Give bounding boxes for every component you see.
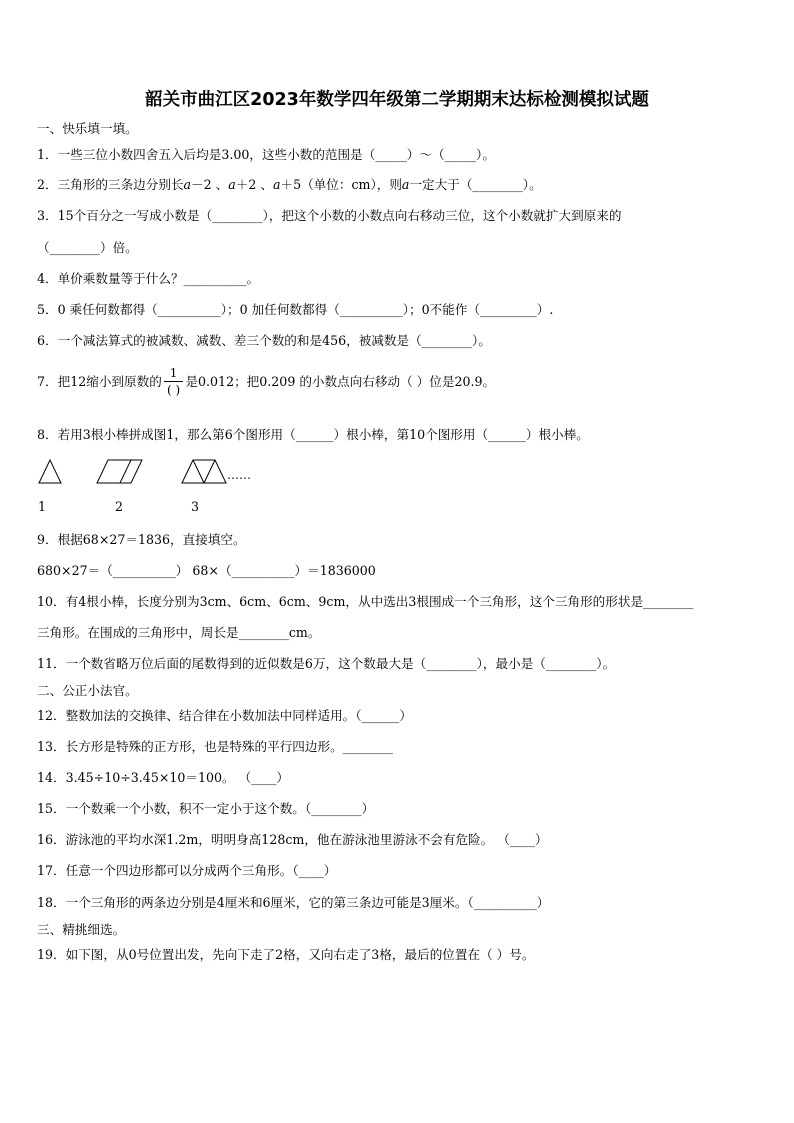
figure-3-trapezoid — [182, 460, 226, 483]
question-6: 6．一个减法算式的被减数、减数、差三个数的和是456，被减数是（________）。 — [37, 333, 491, 348]
question-15: 15．一个数乘一个小数，积不一定小于这个数。（________） — [37, 801, 375, 816]
question-9: 9．根据68×27＝1836，直接填空。 — [37, 532, 246, 547]
question-16: 16．游泳池的平均水深1.2m，明明身高128cm，他在游泳池里游泳不会有危险。 （____） — [37, 832, 548, 847]
question-14: 14．3.45÷10÷3.45×10＝100。 （____） — [37, 770, 290, 785]
question-17: 17．任意一个四边形都可以分成两个三角形。（____） — [37, 863, 337, 878]
figure-3-divider-2 — [204, 460, 215, 483]
question-1: 1．一些三位小数四舍五入后均是3.00，这些小数的范围是（_____）～（_____）。 — [37, 147, 495, 162]
question-10-line-2: 三角形。在围成的三角形中，周长是________cm。 — [37, 625, 321, 640]
question-12: 12．整数加法的交换律、结合律在小数加法中同样适用。（______） — [37, 708, 412, 723]
figure-3-divider-1 — [193, 460, 204, 483]
question-10-line-1: 10．有4根小棒，长度分别为3cm、6cm、6cm、9cm，从中选出3根围成一个三角形，这个三角形的形状是________ — [37, 594, 694, 609]
question-13: 13．长方形是特殊的正方形，也是特殊的平行四边形。________ — [37, 739, 394, 754]
triangle-stick-figures — [37, 457, 277, 485]
question-7-text-after: 是0.012；把0.209 的小数点向右移动（ ）位是20.9。 — [185, 374, 496, 389]
question-3-line-1: 3．15个百分之一写成小数是（________），把这个小数的小数点向右移动三位，这个小数就扩大到原来的 — [37, 208, 622, 223]
question-7-text-before: 7．把12缩小到原数的 — [37, 374, 162, 389]
section-heading-2: 二、公正小法官。 — [37, 683, 138, 698]
question-5: 5．0 乘任何数都得（__________）；0 加任何数都得（__________）；0不能作（_________）. — [37, 302, 554, 317]
question-9-blanks: 680×27＝（__________） 68×（__________）＝1836000 — [37, 563, 376, 578]
figure-2-diagonal — [120, 460, 131, 483]
figure-2-parallelogram — [97, 460, 142, 483]
fraction-numerator: 1 — [164, 366, 184, 382]
figure-label-1: 1 — [38, 499, 47, 514]
section-heading-1: 一、快乐填一填。 — [37, 121, 138, 136]
question-18: 18．一个三角形的两条边分别是4厘米和6厘米，它的第三条边可能是3厘米。（__________） — [37, 895, 550, 910]
question-3-line-2: （________）倍。 — [37, 240, 138, 255]
question-7-fraction — [164, 366, 184, 399]
figure-ellipsis: …… — [227, 468, 251, 482]
page-title: 韶关市曲江区2023年数学四年级第二学期期末达标检测模拟试题 — [145, 90, 649, 110]
question-4: 4．单价乘数量等于什么？__________。 — [37, 271, 260, 286]
question-19: 19．如下图，从0号位置出发，先向下走了2格，又向右走了3格，最后的位置在（ ）号。 — [37, 947, 535, 962]
figure-1-triangle — [39, 460, 61, 483]
fraction-denominator: ( ) — [167, 383, 181, 397]
question-7 — [37, 366, 495, 399]
section-heading-3: 三、精挑细选。 — [37, 922, 126, 937]
question-11: 11．一个数省略万位后面的尾数得到的近似数是6万，这个数最大是（________），最小是（________）。 — [37, 656, 616, 671]
figure-label-3: 3 — [191, 499, 200, 514]
question-8: 8．若用3根小棒拼成图1，那么第6个图形用（______）根小棒，第10个图形用（______）根小棒。 — [37, 427, 589, 442]
figure-label-2: 2 — [115, 499, 124, 514]
question-2: 2．三角形的三条边分别长𝑎－2 、𝑎＋2 、𝑎＋5（单位：cm），则𝑎一定大于（________）。 — [37, 177, 542, 192]
